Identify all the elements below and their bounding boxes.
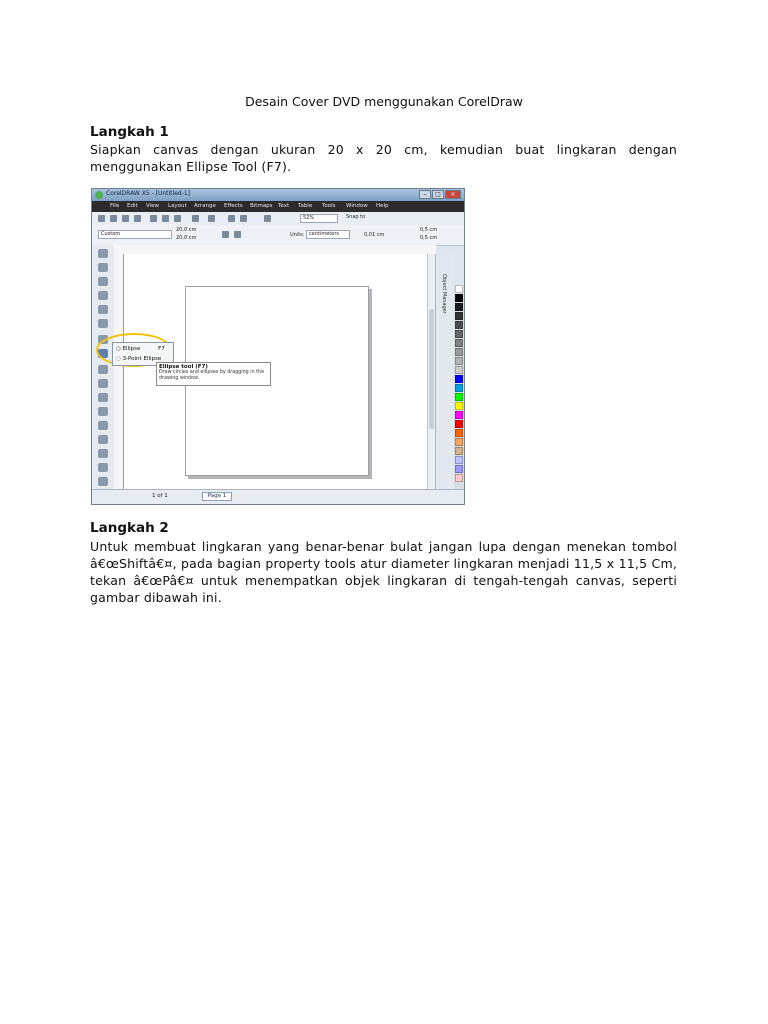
document-title: Desain Cover DVD menggunakan CorelDraw — [245, 94, 523, 109]
shape-tool-icon[interactable] — [98, 263, 108, 272]
palette-swatch[interactable] — [455, 465, 463, 473]
undo-icon[interactable] — [192, 215, 199, 222]
blend-tool-icon[interactable] — [98, 421, 108, 430]
page-height-field[interactable]: 20,0 cm — [176, 235, 197, 241]
step-1-text: Siapkan canvas dengan ukuran 20 x 20 cm, kemudian buat lingkaran dengan menggunakan Ellipse Tool (F7). — [90, 142, 677, 174]
menu-window[interactable]: Window — [346, 203, 368, 209]
palette-swatch[interactable] — [455, 411, 463, 419]
menu-arrange[interactable]: Arrange — [194, 203, 216, 209]
palette-swatch[interactable] — [455, 447, 463, 455]
units-label: Units: — [290, 232, 305, 238]
docker-label: Object Manager — [441, 274, 447, 314]
palette-swatch[interactable] — [455, 384, 463, 392]
step-2-heading: Langkah 2 — [90, 520, 169, 536]
new-icon[interactable] — [98, 215, 105, 222]
palette-swatch[interactable] — [455, 393, 463, 401]
property-bar — [92, 225, 464, 246]
fill-tool-icon[interactable] — [98, 463, 108, 472]
scrollbar-thumb[interactable] — [429, 309, 434, 429]
freehand-tool-icon[interactable] — [98, 305, 108, 314]
palette-swatch[interactable] — [455, 348, 463, 356]
crop-tool-icon[interactable] — [98, 277, 108, 286]
landscape-icon[interactable] — [234, 231, 241, 238]
palette-swatch[interactable] — [455, 321, 463, 329]
flyout-3-point-label: 3-Point Ellipse — [122, 356, 162, 362]
palette-swatch[interactable] — [455, 474, 463, 482]
nudge-field[interactable]: 0,01 cm — [364, 232, 385, 238]
import-icon[interactable] — [228, 215, 235, 222]
menu-effects[interactable]: Effects — [224, 203, 243, 209]
step-2-text: Untuk membuat lingkaran yang benar-benar bulat jangan lupa dengan menekan tombol â€œShiftâ€¤, pada bagian property tools atur diameter lingkaran menjadi 11,5 x 11,5 Cm, tekan â€œPâ€¤ untuk menempatkan objek lingkaran di tengah-tengah canvas, seperti gambar dibawah ini. — [90, 539, 677, 605]
polygon-tool-icon[interactable] — [98, 365, 108, 374]
palette-swatch[interactable] — [455, 456, 463, 464]
menu-text[interactable]: Text — [278, 203, 290, 209]
palette-swatch[interactable] — [455, 312, 463, 320]
units-combo[interactable]: centimeters — [306, 230, 350, 239]
zoom-tool-icon[interactable] — [98, 291, 108, 300]
app-icon — [95, 191, 103, 199]
menu-tools[interactable]: Tools — [322, 203, 336, 209]
menu-file[interactable]: File — [110, 203, 120, 209]
object-manager-docker[interactable] — [435, 254, 454, 490]
tooltip-body: Draw circles and ellipses by dragging in the drawing window. — [159, 370, 265, 381]
palette-swatch[interactable] — [455, 330, 463, 338]
redo-icon[interactable] — [208, 215, 215, 222]
export-icon[interactable] — [240, 215, 247, 222]
menu-layout[interactable]: Layout — [168, 203, 187, 209]
close-icon[interactable]: × — [445, 190, 461, 199]
flyout-ellipse-shortcut: F7 — [158, 346, 165, 352]
menu-edit[interactable]: Edit — [127, 203, 138, 209]
title-bar — [92, 189, 464, 201]
menu-view[interactable]: View — [146, 203, 160, 209]
color-palette — [454, 285, 464, 490]
page-tab[interactable]: Page 1 — [202, 492, 232, 501]
pick-tool-icon[interactable] — [98, 249, 108, 258]
eyedropper-tool-icon[interactable] — [98, 435, 108, 444]
flyout-ellipse-label: Ellipse — [122, 346, 141, 352]
open-icon[interactable] — [110, 215, 117, 222]
tooltip-title: Ellipse tool (F7) — [159, 364, 208, 370]
page-preset-combo[interactable]: Custom — [98, 230, 172, 239]
outline-tool-icon[interactable] — [98, 449, 108, 458]
copy-icon[interactable] — [162, 215, 169, 222]
step-1-heading: Langkah 1 — [90, 124, 169, 140]
palette-swatch[interactable] — [455, 375, 463, 383]
flyout-item-ellipse[interactable]: ○ Ellipse F7 — [116, 346, 165, 352]
print-icon[interactable] — [134, 215, 141, 222]
page-width-field[interactable]: 20,0 cm — [176, 227, 197, 233]
menu-help[interactable]: Help — [376, 203, 389, 209]
palette-swatch[interactable] — [455, 366, 463, 374]
coreldraw-screenshot — [91, 188, 465, 505]
interactive-fill-tool-icon[interactable] — [98, 477, 108, 486]
page-count: 1 of 1 — [152, 493, 168, 499]
zoom-combo[interactable]: 52% — [300, 214, 338, 223]
snap-to-dropdown[interactable]: Snap to — [346, 214, 366, 220]
flyout-item-3-point-ellipse[interactable]: ◌ 3-Point Ellipse — [116, 356, 162, 362]
cut-icon[interactable] — [150, 215, 157, 222]
paste-icon[interactable] — [174, 215, 181, 222]
ellipse-tooltip — [156, 362, 271, 386]
palette-swatch[interactable] — [455, 357, 463, 365]
palette-swatch[interactable] — [455, 429, 463, 437]
text-tool-icon[interactable] — [98, 379, 108, 388]
portrait-icon[interactable] — [222, 231, 229, 238]
document-navigator — [92, 489, 464, 504]
connector-tool-icon[interactable] — [98, 407, 108, 416]
maximize-icon[interactable]: □ — [432, 190, 444, 199]
palette-swatch[interactable] — [455, 438, 463, 446]
palette-swatch[interactable] — [455, 339, 463, 347]
save-icon[interactable] — [122, 215, 129, 222]
dimension-tool-icon[interactable] — [98, 393, 108, 402]
palette-swatch[interactable] — [455, 303, 463, 311]
smart-fill-tool-icon[interactable] — [98, 319, 108, 328]
standard-toolbar — [92, 212, 464, 226]
menu-table[interactable]: Table — [298, 203, 313, 209]
palette-swatch[interactable] — [455, 294, 463, 302]
palette-swatch[interactable] — [455, 402, 463, 410]
minimize-icon[interactable]: – — [419, 190, 431, 199]
palette-swatch[interactable] — [455, 285, 463, 293]
vertical-ruler — [114, 254, 124, 490]
duplicate-x-field[interactable]: 0,5 cm — [420, 227, 438, 233]
window-title: CorelDRAW X5 - [Untitled-1] — [106, 190, 191, 197]
menu-bar — [92, 201, 464, 212]
launcher-icon[interactable] — [264, 215, 271, 222]
toolbox — [92, 245, 115, 490]
menu-bitmaps[interactable]: Bitmaps — [250, 203, 273, 209]
duplicate-y-field[interactable]: 0,5 cm — [420, 235, 438, 241]
palette-swatch[interactable] — [455, 420, 463, 428]
